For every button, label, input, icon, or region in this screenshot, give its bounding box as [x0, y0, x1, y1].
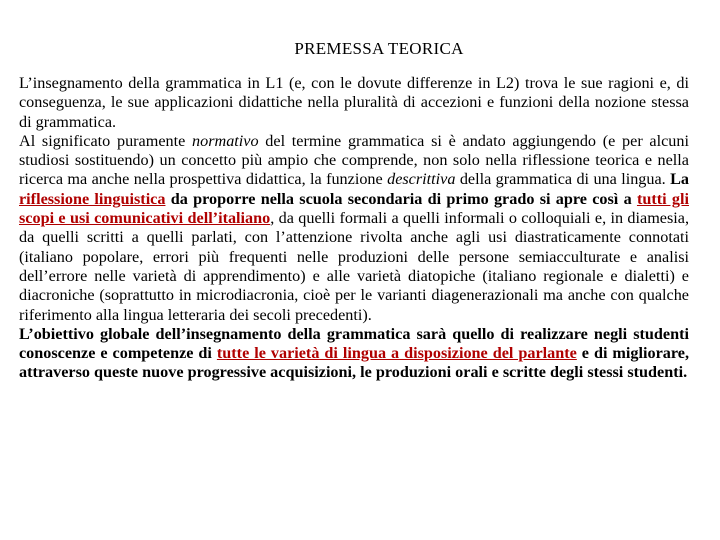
- highlight-varieta-lingua: tutte le varietà di lingua a disposizione del parlante: [216, 344, 577, 363]
- term-normativo: normativo: [192, 131, 259, 150]
- paragraph-objective: [19, 325, 689, 383]
- text-segment: , da quelli formali a quelli informali o colloquiali e, in diamesia, da quelli scritti a quelli parlati, con l’attenzione rivolta anche agli usi diastraticamente connotati (italiano popolare, errori più frequenti nelle produzioni delle persone semiacculturate e analisi dell’errore nelle varietà di apprendimento) e alle varietà diatopiche (italiano regionale e dialetti) e diacroniche (soprattutto in microdiacronia, cioè per le varianti diagenerazionali ma anche con qualche riferimento alla lingua letteraria dei secoli precedenti).: [19, 209, 689, 324]
- text-segment: Al significato puramente: [19, 131, 193, 150]
- paragraph-grammar-meaning: [19, 132, 689, 325]
- paragraph-intro: L’insegnamento della grammatica in L1 (e, con le dovute differenze in L2) trova le sue ragioni e, di conseguenza, le sue applicazioni didattiche nella pluralità di accezioni e funzioni della nozione stessa di grammatica.: [19, 74, 689, 131]
- highlight-scopi-usi: tutti gli scopi e usi comunicativi dell’italiano: [19, 189, 689, 228]
- term-descrittiva: descrittiva: [387, 170, 456, 189]
- bold-segment: La: [670, 170, 689, 189]
- text-segment: del termine grammatica si è andato aggiungendo (e per alcuni studiosi sostituendo) un concetto più ampio che comprende, non solo nella riflessione teorica e nella ricerca ma anche nella prospettiva didattica, la funzione: [19, 131, 689, 189]
- page-title: PREMESSA TEORICA: [294, 39, 464, 58]
- text-segment: della grammatica di una lingua.: [455, 170, 671, 189]
- slide-content: [19, 38, 689, 383]
- text-segment: e di migliorare, attraverso queste nuove progressive acquisizioni, le produzioni orali e scritte degli stessi studenti.: [19, 344, 689, 382]
- text-segment: L’obiettivo globale dell’insegnamento della grammatica sarà quello di realizzare negli studenti conoscenze e competenze di: [19, 324, 689, 363]
- highlight-riflessione-linguistica: riflessione linguistica: [19, 189, 166, 208]
- bold-segment: da proporre nella scuola secondaria di primo grado si apre così a: [165, 189, 637, 208]
